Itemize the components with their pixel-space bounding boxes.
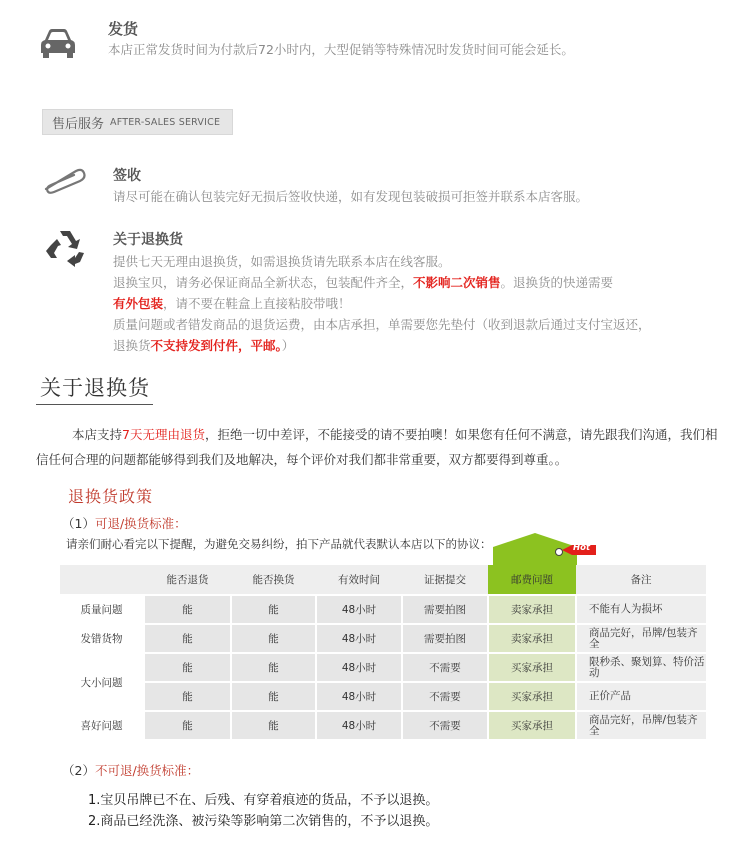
table-row <box>60 624 706 653</box>
after-sales-badge <box>42 109 233 135</box>
cell-exchange: 能 <box>231 682 316 711</box>
policy-note: 请亲们耐心看完以下提醒，为避免交易纠纷，拍下产品就代表默认本店以下的协议： <box>66 537 492 551</box>
cell-evidence: 不需要 <box>402 711 488 740</box>
table-header-row <box>60 565 706 595</box>
hot-tag <box>554 540 598 564</box>
table-row <box>60 711 706 740</box>
cell-exchange: 能 <box>231 624 316 653</box>
seven-day-return-text: 7天无理由退货 <box>122 427 205 442</box>
return-line-2b: 。退换货的快递需要 <box>500 275 614 290</box>
section-intro <box>36 422 720 472</box>
returnable-standard-title <box>62 514 187 532</box>
sign-title: 签收 <box>113 168 141 184</box>
return-line-3 <box>113 293 713 314</box>
cell-postage: 卖家承担 <box>488 595 576 624</box>
cell-evidence: 需要拍图 <box>402 595 488 624</box>
cell-time: 48小时 <box>316 682 402 711</box>
table-header: 能否退货 <box>144 565 231 595</box>
row-label: 质量问题 <box>60 595 144 624</box>
cell-evidence: 需要拍图 <box>402 624 488 653</box>
after-sales-cn: 售后服务 <box>52 116 105 132</box>
cell-postage: 卖家承担 <box>488 624 576 653</box>
non-returnable-standard-title <box>62 761 199 779</box>
cell-remark: 商品完好，吊牌/包装齐全 <box>576 624 706 653</box>
return-line-5b: ） <box>281 338 295 353</box>
return-line-4: 质量问题或者错发商品的退货运费，由本店承担，单需要您先垫付（收到退款后通过支付宝返还， <box>113 317 651 332</box>
row-label: 喜好问题 <box>60 711 144 740</box>
row-label: 发错货物 <box>60 624 144 653</box>
return-line-2 <box>113 272 713 293</box>
cell-exchange: 能 <box>231 711 316 740</box>
table-header: 能否换货 <box>231 565 316 595</box>
table-row <box>60 653 706 682</box>
table-header-postage: 邮费问题 <box>488 565 576 595</box>
sign-text: 请尽可能在确认包装完好无损后签收快递，如有发现包装破损可拒签并联系本店客服。 <box>113 189 589 204</box>
cell-return: 能 <box>144 624 231 653</box>
cell-return: 能 <box>144 682 231 711</box>
cell-evidence: 不需要 <box>402 653 488 682</box>
sub1-prefix: （1） <box>62 516 95 531</box>
paperclip-icon <box>40 165 88 195</box>
section-divider <box>36 404 153 405</box>
sub2-label: 不可退/换货标准： <box>94 763 200 778</box>
cell-remark: 商品完好，吊牌/包装齐全 <box>576 711 706 740</box>
cell-return: 能 <box>144 595 231 624</box>
cell-exchange: 能 <box>231 653 316 682</box>
cell-time: 48小时 <box>316 653 402 682</box>
return-line-1: 提供七天无理由退换货，如需退换货请先联系本店在线客服。 <box>113 254 451 269</box>
cell-exchange: 能 <box>231 595 316 624</box>
table-header: 有效时间 <box>316 565 402 595</box>
table-header: 备注 <box>576 565 706 595</box>
cell-remark: 不能有人为损坏 <box>576 595 706 624</box>
intro-a: 本店支持 <box>72 427 123 442</box>
return-line-2a: 退换宝贝，请务必保证商品全新状态，包装配件齐全， <box>113 275 414 290</box>
hot-tag-label: Hot <box>573 543 591 553</box>
cell-return: 能 <box>144 653 231 682</box>
table-header: 证据提交 <box>402 565 488 595</box>
intro-b: ，拒绝一切中差评，不能接受的请不要拍噢！如果您有任何不满意，请先跟我们沟通，我们相信任何合理的问题都能够得到我们及地解决，每个评价对我们都非常重要，双方都要得到尊重。。 <box>36 427 718 467</box>
cell-time: 48小时 <box>316 711 402 740</box>
cell-time: 48小时 <box>316 624 402 653</box>
shipping-title: 发货 <box>108 20 139 38</box>
rule-item: 1.宝贝吊牌已不在、后残、有穿着痕迹的货品，不予以退换。 <box>88 793 439 808</box>
cell-remark: 限秒杀、聚划算、特价活动 <box>576 653 706 682</box>
return-line-5a: 退换货 <box>113 338 151 353</box>
table-row <box>60 595 706 624</box>
rule-item: 2.商品已经洗涤、被污染等影响第二次销售的，不予以退换。 <box>88 814 439 829</box>
return-line-5 <box>113 335 713 356</box>
row-label: 大小问题 <box>60 653 144 711</box>
shipping-text: 本店正常发货时间为付款后72小时内，大型促销等特殊情况时发货时间可能会延长。 <box>108 42 574 57</box>
cell-postage: 买家承担 <box>488 682 576 711</box>
cell-postage: 买家承担 <box>488 711 576 740</box>
sub1-label: 可退/换货标准： <box>94 516 187 531</box>
recycle-icon <box>43 227 87 267</box>
cell-return: 能 <box>144 711 231 740</box>
return-info-title: 关于退换货 <box>113 232 183 248</box>
outer-packaging-text: 有外包装 <box>113 296 164 311</box>
return-info-body <box>113 251 713 356</box>
car-icon <box>38 27 78 59</box>
after-sales-en: AFTER-SALES SERVICE <box>110 116 221 128</box>
cell-time: 48小时 <box>316 595 402 624</box>
cell-postage: 买家承担 <box>488 653 576 682</box>
no-resale-impact-text: 不影响二次销售 <box>413 275 501 290</box>
cell-remark: 正价产品 <box>576 682 706 711</box>
sub2-prefix: （2） <box>62 763 95 778</box>
no-cod-text: 不支持发到付件，平邮。 <box>150 338 282 353</box>
policy-title: 退换货政策 <box>68 487 154 506</box>
table-row <box>60 682 706 711</box>
table-header <box>60 565 144 595</box>
section-title: 关于退换货 <box>40 376 150 400</box>
return-line-3b: ，请不要在鞋盒上直接粘胶带哦！ <box>163 296 351 311</box>
cell-evidence: 不需要 <box>402 682 488 711</box>
policy-table <box>60 565 706 741</box>
